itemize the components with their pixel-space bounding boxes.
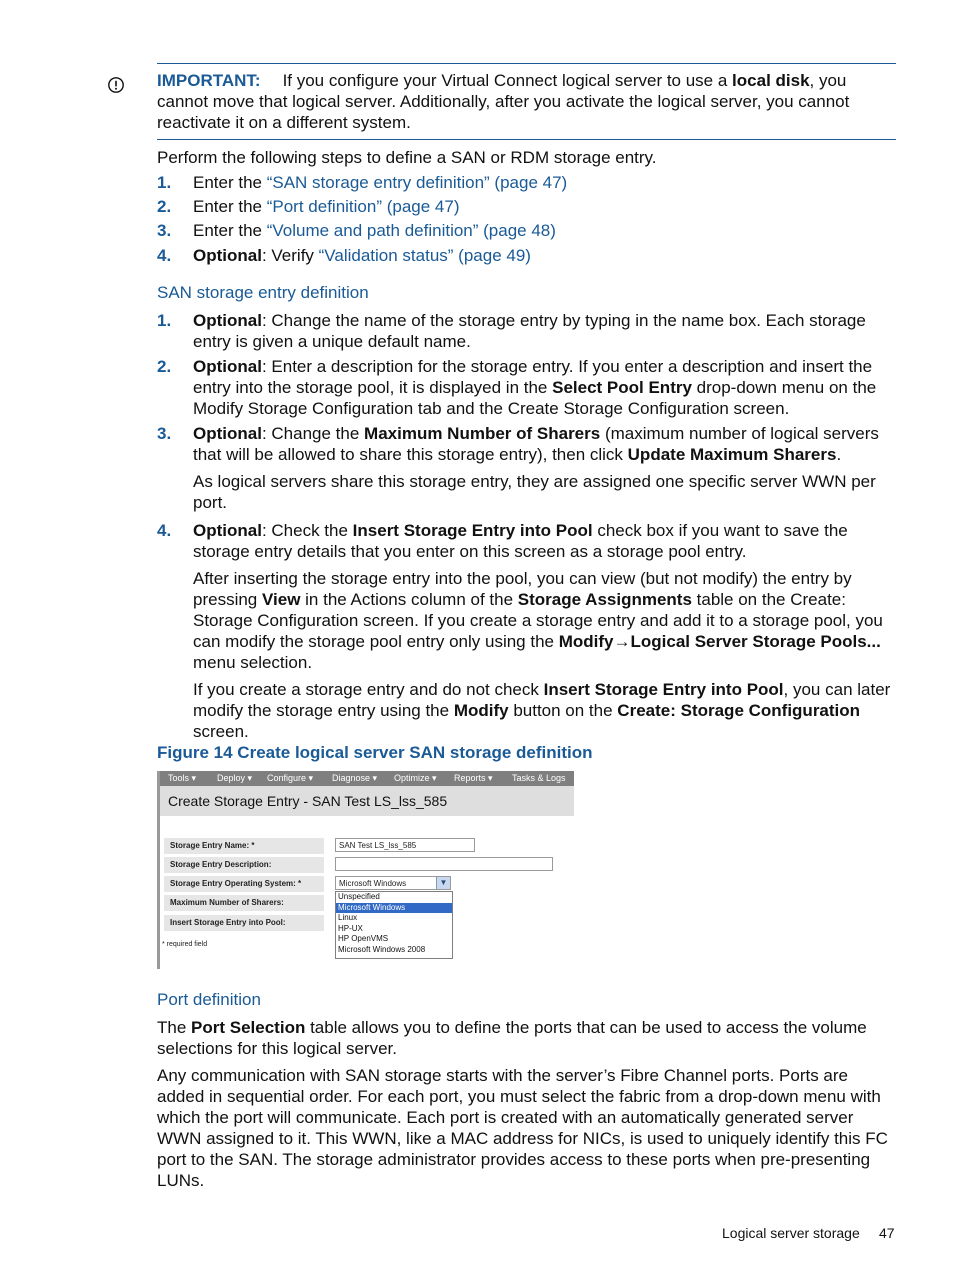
list-item: 3. Optional: Change the Maximum Number of Sharers (maximum number of logical servers that will be allowed to share this storage entry), then click Update Maximum Sharers. As logical servers share this storage entry, they are assigned one specific server WWN per port. [157,423,899,513]
san-section-heading: SAN storage entry definition [157,283,369,302]
chevron-down-icon[interactable]: ▼ [436,877,450,889]
footer-section-name: Logical server storage [722,1225,860,1241]
menu-deploy[interactable]: Deploy ▾ [217,773,253,783]
os-option[interactable]: Microsoft Windows 2008 [338,944,426,954]
entry-description-input[interactable] [335,857,553,871]
label-entry-description: Storage Entry Description: [164,857,324,873]
list-item: 2. Optional: Enter a description for the storage entry. If you enter a description and insert the entry into the storage pool, it is displayed in the Select Pool Entry drop-down menu on the Modify Storage Configuration tab and the Create Storage Configuration screen. [157,357,877,418]
important-label: IMPORTANT: [157,71,261,90]
pool-modify-note: If you create a storage entry and do not check Insert Storage Entry into Pool, you can later modify the storage entry using the Modify button on the Create: Storage Configuration screen. [193,680,891,741]
os-option[interactable]: HP OpenVMS [338,934,389,944]
important-icon [107,76,125,94]
list-item: 4. Optional: Verify “Validation status” (page 49) [157,246,531,265]
footer-page-number: 47 [879,1225,895,1241]
pool-view-note: After inserting the storage entry into the pool, you can view (but not modify) the entry by pressing View in the Actions column of the Storage Assignments table on the Create: Storage Configuration screen. If you create a storage entry and add it to a storage pool, you can modify the storage pool entry only using the Modify→Logical Server Storage Pools... menu selection. [193,569,883,672]
port-paragraph-1: The Port Selection table allows you to define the ports that can be used to access the volume selections for this logical server. [157,1018,867,1058]
sharers-note: As logical servers share this storage entry, they are assigned one specific server WWN per port. [193,472,876,512]
steps-list [157,172,899,269]
list-item: 1. Optional: Change the name of the storage entry by typing in the name box. Each storage entry is given a unique default name. [157,311,866,351]
os-select[interactable]: Microsoft Windows ▼ [335,876,451,890]
required-field-note: * required field [162,941,208,948]
menu-tools[interactable]: Tools ▾ [168,773,197,783]
os-option-selected[interactable]: Microsoft Windows [336,903,452,914]
list-item: 3. Enter the “Volume and path definition” (page 48) [157,221,556,240]
list-item: 1. Enter the “SAN storage entry definition” (page 47) [157,173,568,192]
figure-screenshot [157,771,574,969]
menu-reports[interactable]: Reports ▾ [454,773,493,783]
san-entry-link[interactable]: “SAN storage entry definition” (page 47) [266,173,568,192]
validation-status-link[interactable]: “Validation status” (page 49) [318,246,531,265]
port-paragraph-2: Any communication with SAN storage starts with the server’s Fibre Channel ports. Ports are added in sequential order. For each port, you must select the fabric from a drop-down menu with which the port will communicate. Each port is created with an automatically generated server WWN assigned to it. This WWN, like a MAC address for NICs, is used to uniquely identify this FC port to the SAN. The storage administrator provides access to these ports when pre-presenting LUNs. [157,1066,888,1190]
figure-caption: Figure 14 Create logical server SAN storage definition [157,743,593,762]
label-insert-into-pool: Insert Storage Entry into Pool: [164,915,324,931]
label-entry-name: Storage Entry Name: * [164,838,324,854]
list-item: 2. Enter the “Port definition” (page 47) [157,197,460,216]
menu-tasks-logs[interactable]: Tasks & Logs [512,773,566,783]
menu-diagnose[interactable]: Diagnose ▾ [332,773,378,783]
os-dropdown-list [335,891,453,959]
os-option[interactable]: Linux [338,913,358,923]
list-item: 4. Optional: Check the Insert Storage Entry into Pool check box if you want to save the storage entry details that you enter on this screen as a storage pool entry. After inserting the storage entry into the pool, you can view (but not modify) the entry by pressing View in the Actions column of the Storage Assignments table on the Create: Storage Configuration screen. If you create a storage entry and add it to a storage pool, you can modify the storage pool entry only using the Modify→Logical Server Storage Pools... menu selection. If you create a storage entry and do not check Insert Storage Entry into Pool, you can later modify the storage entry using the Modify button on the Create: Storage Configuration screen. [157,520,899,742]
port-definition-link[interactable]: “Port definition” (page 47) [266,197,460,216]
label-operating-system: Storage Entry Operating System: * [164,876,324,892]
os-option[interactable]: Unspecified [338,892,380,901]
menu-optimize[interactable]: Optimize ▾ [394,773,437,783]
label-max-sharers: Maximum Number of Sharers: [164,895,324,911]
san-steps-list [157,310,899,742]
intro-text: Perform the following steps to define a SAN or RDM storage entry. [157,148,657,167]
menu-configure[interactable]: Configure ▾ [267,773,314,783]
important-top-rule [157,63,896,64]
os-option[interactable]: HP-UX [338,923,363,933]
port-section-heading: Port definition [157,990,261,1009]
important-note: IMPORTANT: If you configure your Virtual Connect logical server to use a local disk, you cannot move that logical server. Additionally, after you activate the logical server, you cannot reactivate it on a different system. [157,71,850,132]
volume-path-link[interactable]: “Volume and path definition” (page 48) [266,221,556,240]
screenshot-title: Create Storage Entry - SAN Test LS_lss_585 [160,786,574,816]
screenshot-menubar [160,771,574,786]
entry-name-input[interactable]: SAN Test LS_lss_585 [335,838,475,852]
important-bottom-rule [157,139,896,140]
